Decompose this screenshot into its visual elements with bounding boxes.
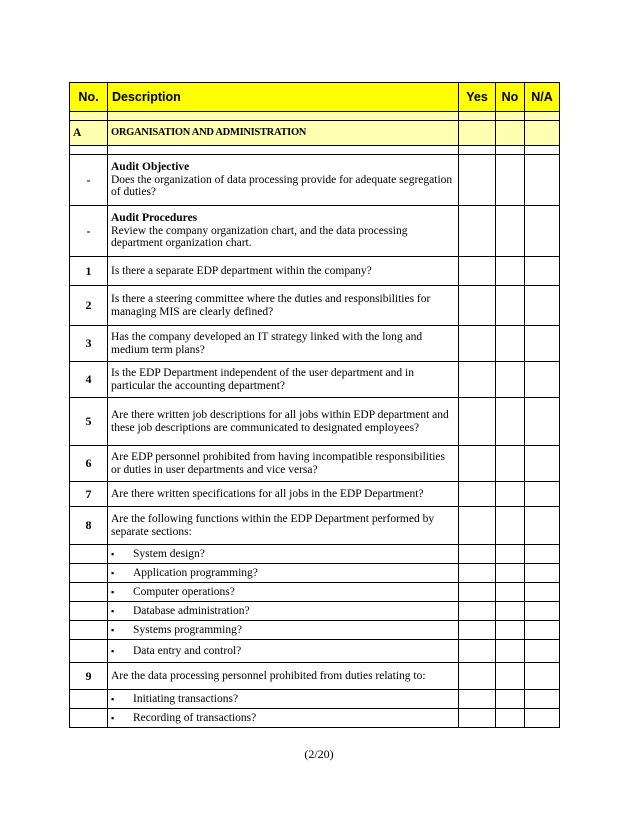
header-no-answer: No — [496, 83, 525, 112]
duty-item — [108, 690, 459, 709]
question-text: Is there a separate EDP department within the company? — [108, 257, 459, 286]
answer-yes-cell[interactable] — [459, 398, 496, 446]
objective-marker: - — [70, 155, 108, 206]
function-item — [108, 545, 459, 564]
empty-number-cell — [70, 583, 108, 602]
function-row — [70, 640, 560, 663]
answer-yes-cell[interactable] — [459, 663, 496, 690]
question-text: Are the following functions within the EDP Department performed by separate sections: — [108, 507, 459, 545]
duty-item — [108, 709, 459, 728]
bullet-icon: ▪ — [111, 712, 115, 723]
header-yes: Yes — [459, 83, 496, 112]
function-row — [70, 583, 560, 602]
empty-number-cell — [70, 602, 108, 621]
answer-yes-cell[interactable] — [459, 709, 496, 728]
objective-row — [70, 155, 560, 206]
answer-no-cell[interactable] — [496, 564, 525, 583]
answer-na-cell[interactable] — [525, 564, 560, 583]
answer-yes-cell[interactable] — [459, 564, 496, 583]
function-item — [108, 621, 459, 640]
question-text: Are the data processing personnel prohibited from duties relating to: — [108, 663, 459, 690]
question-text: Are there written job descriptions for all jobs within EDP department and these job descriptions are communicated to designated employees? — [108, 398, 459, 446]
question-row — [70, 362, 560, 398]
bullet-icon: ▪ — [111, 567, 115, 578]
question-row — [70, 326, 560, 362]
answer-yes-cell[interactable] — [459, 545, 496, 564]
empty-number-cell — [70, 564, 108, 583]
question-row — [70, 663, 560, 690]
answer-na-cell[interactable] — [525, 206, 560, 257]
answer-no-cell[interactable] — [496, 545, 525, 564]
question-text: Is the EDP Department independent of the user department and in particular the accounting department? — [108, 362, 459, 398]
function-text: System design? — [133, 547, 205, 560]
answer-no-cell[interactable] — [496, 121, 525, 146]
header-no: No. — [70, 83, 108, 112]
header-row — [70, 83, 560, 112]
answer-na-cell[interactable] — [525, 446, 560, 482]
objective-text: Does the organization of data processing provide for adequate segregation of duties? — [111, 173, 453, 199]
answer-yes-cell[interactable] — [459, 286, 496, 326]
page-number: (2/20) — [304, 747, 334, 761]
duty-text: Recording of transactions? — [133, 711, 257, 724]
header-na: N/A — [525, 83, 560, 112]
question-number: 4 — [70, 362, 108, 398]
answer-no-cell[interactable] — [496, 398, 525, 446]
empty-number-cell — [70, 690, 108, 709]
answer-na-cell[interactable] — [525, 621, 560, 640]
answer-no-cell[interactable] — [496, 621, 525, 640]
answer-yes-cell[interactable] — [459, 206, 496, 257]
bullet-icon: ▪ — [111, 693, 115, 704]
question-number: 1 — [70, 257, 108, 286]
answer-no-cell[interactable] — [496, 709, 525, 728]
function-text: Computer operations? — [133, 585, 235, 598]
function-row — [70, 564, 560, 583]
answer-no-cell[interactable] — [496, 286, 525, 326]
answer-na-cell[interactable] — [525, 709, 560, 728]
answer-yes-cell[interactable] — [459, 507, 496, 545]
empty-number-cell — [70, 640, 108, 663]
answer-yes-cell[interactable] — [459, 690, 496, 709]
answer-yes-cell[interactable] — [459, 257, 496, 286]
procedures-description — [108, 206, 459, 257]
answer-yes-cell[interactable] — [459, 621, 496, 640]
empty-number-cell — [70, 621, 108, 640]
answer-na-cell[interactable] — [525, 663, 560, 690]
answer-no-cell[interactable] — [496, 482, 525, 507]
question-row — [70, 446, 560, 482]
question-row — [70, 398, 560, 446]
function-row — [70, 545, 560, 564]
answer-na-cell[interactable] — [525, 507, 560, 545]
function-text: Systems programming? — [133, 623, 242, 636]
answer-na-cell[interactable] — [525, 155, 560, 206]
question-row — [70, 507, 560, 545]
answer-yes-cell[interactable] — [459, 583, 496, 602]
question-number: 5 — [70, 398, 108, 446]
bullet-icon: ▪ — [111, 605, 115, 616]
spacer-row — [70, 146, 560, 155]
answer-na-cell[interactable] — [525, 545, 560, 564]
answer-na-cell[interactable] — [525, 121, 560, 146]
question-text: Has the company developed an IT strategy linked with the long and medium term plans? — [108, 326, 459, 362]
answer-na-cell[interactable] — [525, 286, 560, 326]
question-number: 9 — [70, 663, 108, 690]
header-description: Description — [108, 83, 459, 112]
answer-na-cell[interactable] — [525, 482, 560, 507]
section-title-text: ORGANISATION AND ADMINISTRATION — [111, 127, 307, 139]
answer-yes-cell[interactable] — [459, 602, 496, 621]
question-row — [70, 257, 560, 286]
question-number: 2 — [70, 286, 108, 326]
answer-no-cell[interactable] — [496, 206, 525, 257]
question-text: Are there written specifications for all jobs in the EDP Department? — [108, 482, 459, 507]
answer-yes-cell[interactable] — [459, 121, 496, 146]
answer-no-cell[interactable] — [496, 155, 525, 206]
answer-no-cell[interactable] — [496, 690, 525, 709]
answer-yes-cell[interactable] — [459, 446, 496, 482]
duty-row — [70, 709, 560, 728]
duty-row — [70, 690, 560, 709]
answer-yes-cell[interactable] — [459, 155, 496, 206]
question-number: 3 — [70, 326, 108, 362]
bullet-icon: ▪ — [111, 624, 115, 635]
answer-yes-cell[interactable] — [459, 482, 496, 507]
duty-text: Initiating transactions? — [133, 692, 239, 705]
answer-na-cell[interactable] — [525, 640, 560, 663]
question-number: 7 — [70, 482, 108, 507]
answer-no-cell[interactable] — [496, 326, 525, 362]
spacer-row — [70, 112, 560, 121]
answer-yes-cell[interactable] — [459, 362, 496, 398]
function-item — [108, 602, 459, 621]
bullet-icon: ▪ — [111, 586, 115, 597]
function-text: Data entry and control? — [133, 644, 242, 657]
answer-yes-cell[interactable] — [459, 640, 496, 663]
function-text: Application programming? — [133, 566, 258, 579]
question-text: Are EDP personnel prohibited from having incompatible responsibilities or duties in user departments and vice versa? — [108, 446, 459, 482]
question-text: Is there a steering committee where the duties and responsibilities for managing MIS are clearly defined? — [108, 286, 459, 326]
question-number: 6 — [70, 446, 108, 482]
objective-description — [108, 155, 459, 206]
section-number: A — [70, 121, 108, 146]
answer-no-cell[interactable] — [496, 507, 525, 545]
bullet-icon: ▪ — [111, 645, 115, 656]
empty-number-cell — [70, 545, 108, 564]
answer-na-cell[interactable] — [525, 583, 560, 602]
answer-no-cell[interactable] — [496, 640, 525, 663]
function-row — [70, 621, 560, 640]
answer-na-cell[interactable] — [525, 326, 560, 362]
question-row — [70, 286, 560, 326]
answer-no-cell[interactable] — [496, 257, 525, 286]
answer-no-cell[interactable] — [496, 583, 525, 602]
answer-no-cell[interactable] — [496, 663, 525, 690]
procedures-heading: Audit Procedures — [111, 212, 198, 225]
section-row — [70, 121, 560, 146]
function-row — [70, 602, 560, 621]
answer-no-cell[interactable] — [496, 602, 525, 621]
answer-na-cell[interactable] — [525, 257, 560, 286]
answer-na-cell[interactable] — [525, 690, 560, 709]
section-title — [108, 121, 459, 146]
procedures-text: Review the company organization chart, and the data processing department organization chart. — [111, 224, 408, 250]
objective-heading: Audit Objective — [111, 161, 190, 174]
question-number: 8 — [70, 507, 108, 545]
answer-na-cell[interactable] — [525, 602, 560, 621]
procedures-row — [70, 206, 560, 257]
answer-yes-cell[interactable] — [459, 326, 496, 362]
function-item — [108, 564, 459, 583]
function-item — [108, 583, 459, 602]
function-text: Database administration? — [133, 604, 250, 617]
function-item — [108, 640, 459, 663]
bullet-icon: ▪ — [111, 548, 115, 559]
answer-no-cell[interactable] — [496, 362, 525, 398]
audit-checklist-table — [69, 82, 560, 728]
answer-no-cell[interactable] — [496, 446, 525, 482]
question-row — [70, 482, 560, 507]
answer-na-cell[interactable] — [525, 398, 560, 446]
answer-na-cell[interactable] — [525, 362, 560, 398]
empty-number-cell — [70, 709, 108, 728]
procedures-marker: - — [70, 206, 108, 257]
